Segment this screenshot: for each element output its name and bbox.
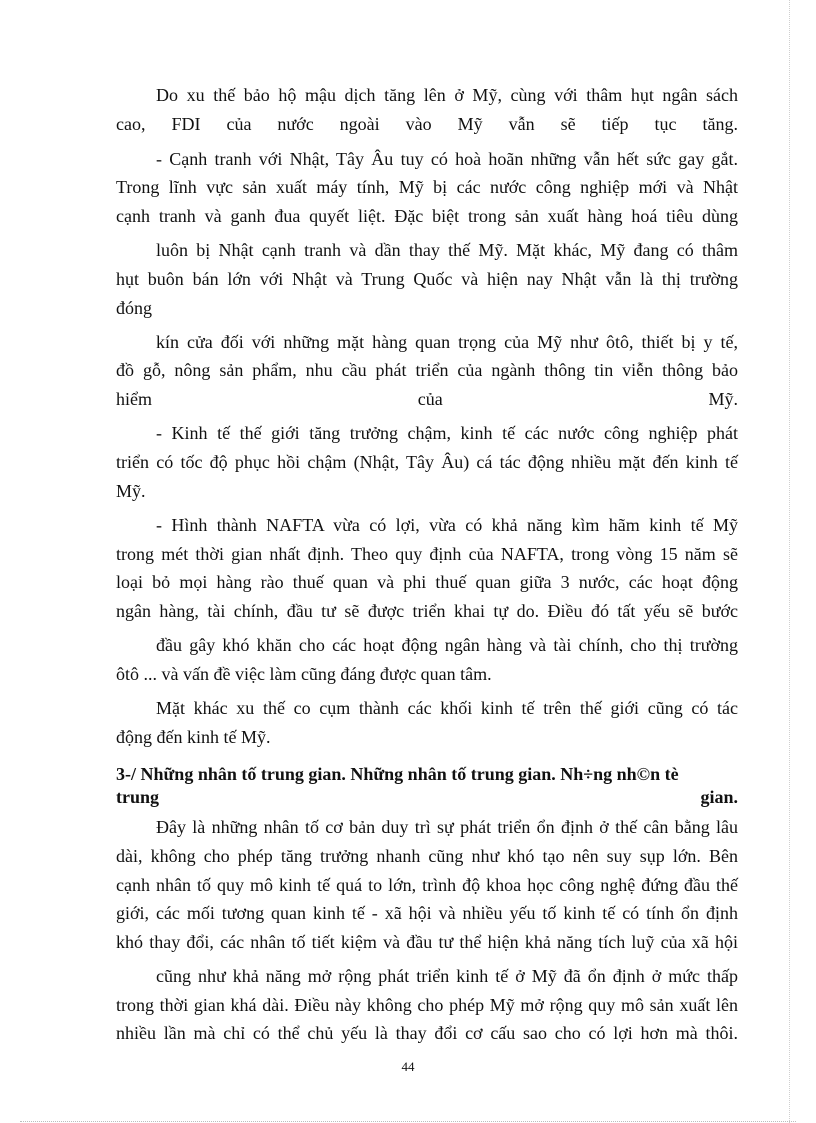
text-line: Mặt khác xu thế co cụm thành các khối kinh tế trên thế giới cũng có tác [156,698,738,718]
text-line: loại bỏ mọi hàng rào thuế quan và phi thuế quan giữa 3 nước, các hoạt động [116,572,738,592]
text-line: hiểm của Mỹ. [116,389,738,409]
text-line: cao, FDI của nước ngoài vào Mỹ vẫn sẽ tiếp tục tăng. [116,114,738,134]
text-line: trong mét thời gian nhất định. Theo quy định của NAFTA, trong vòng 15 năm sẽ [116,544,738,564]
text-line: cạnh nhân tố quy mô kinh tế quá to lớn, trình độ khoa học công nghệ đứng đầu thế [116,875,738,895]
page-right-divider [789,0,790,1123]
text-line: đồ gỗ, nông sản phẩm, nhu cầu phát triển của ngành thông tin viễn thông bảo [116,360,738,380]
text-line: đầu gây khó khăn cho các hoạt động ngân hàng và tài chính, cho thị trường [156,635,738,655]
text-line: Mỹ. [116,481,146,501]
text-line: - Hình thành NAFTA vừa có lợi, vừa có khả năng kìm hãm kinh tế Mỹ [156,515,738,535]
text-line: Do xu thế bảo hộ mậu dịch tăng lên ở Mỹ, cùng với thâm hụt ngân sách [156,85,738,105]
text-line: kín cửa đối với những mặt hàng quan trọng của Mỹ như ôtô, thiết bị y tế, [156,332,738,352]
text-line: nhiều lần mà chỉ có thể chủ yếu là thay đổi cơ cấu sao cho có lợi hơn mà thôi. [116,1023,738,1043]
text-line: - Kinh tế thế giới tăng trưởng chậm, kinh tế các nước công nghiệp phát [156,423,738,443]
text-line: trong thời gian khá dài. Điều này không cho phép Mỹ mở rộng quy mô sản xuất lên [116,995,738,1015]
text-line: triển có tốc độ phục hồi chậm (Nhật, Tây Âu) cá tác động nhiều mặt đến kinh tế [116,452,738,472]
text-line: ngân hàng, tài chính, đầu tư sẽ được triển khai tự do. Điều đó tất yếu sẽ bước [116,601,738,621]
text-line: đóng [116,298,152,318]
page-bottom-divider [20,1121,796,1122]
text-line: hụt buôn bán lớn với Nhật và Trung Quốc và hiện nay Nhật vẫn là thị trường [116,269,738,289]
text-line: Trong lĩnh vực sản xuất máy tính, Mỹ bị các nước công nghiệp mới và Nhật [116,177,738,197]
text-line: cũng như khả năng mở rộng phát triển kinh tế ở Mỹ đã ổn định ở mức thấp [156,966,738,986]
page-number: 44 [401,1059,415,1074]
text-line: Đây là những nhân tố cơ bản duy trì sự phát triển ổn định ở thế cân bằng lâu [156,817,738,837]
text-line: luôn bị Nhật cạnh tranh và dần thay thế Mỹ. Mặt khác, Mỹ đang có thâm [156,240,738,260]
text-line: dài, không cho phép tăng trưởng nhanh cũng như khó tạo nên suy sụp lớn. Bên [116,846,738,866]
section-heading: 3-/ Những nhân tố trung gian. Những nhân tố trung gian. Nh÷ng nh©n tè [116,764,679,784]
text-line: khó thay đổi, các nhân tố tiết kiệm và đầu tư thể hiện khả năng tích luỹ của xã hội [116,932,738,952]
text-line: ôtô ... và vấn đề việc làm cũng đáng được quan tâm. [116,664,492,684]
text-line: động đến kinh tế Mỹ. [116,727,271,747]
text-line: cạnh tranh và ganh đua quyết liệt. Đặc biệt trong sản xuất hàng hoá tiêu dùng [116,206,738,226]
text-line: giới, các mối tương quan kinh tế - xã hội và nhiều yếu tố kinh tế có tính ổn định [116,903,738,923]
section-heading-continued: trung gian. [116,787,738,807]
text-line: - Cạnh tranh với Nhật, Tây Âu tuy có hoà hoãn những vẫn hết sức gay gắt. [156,149,738,169]
